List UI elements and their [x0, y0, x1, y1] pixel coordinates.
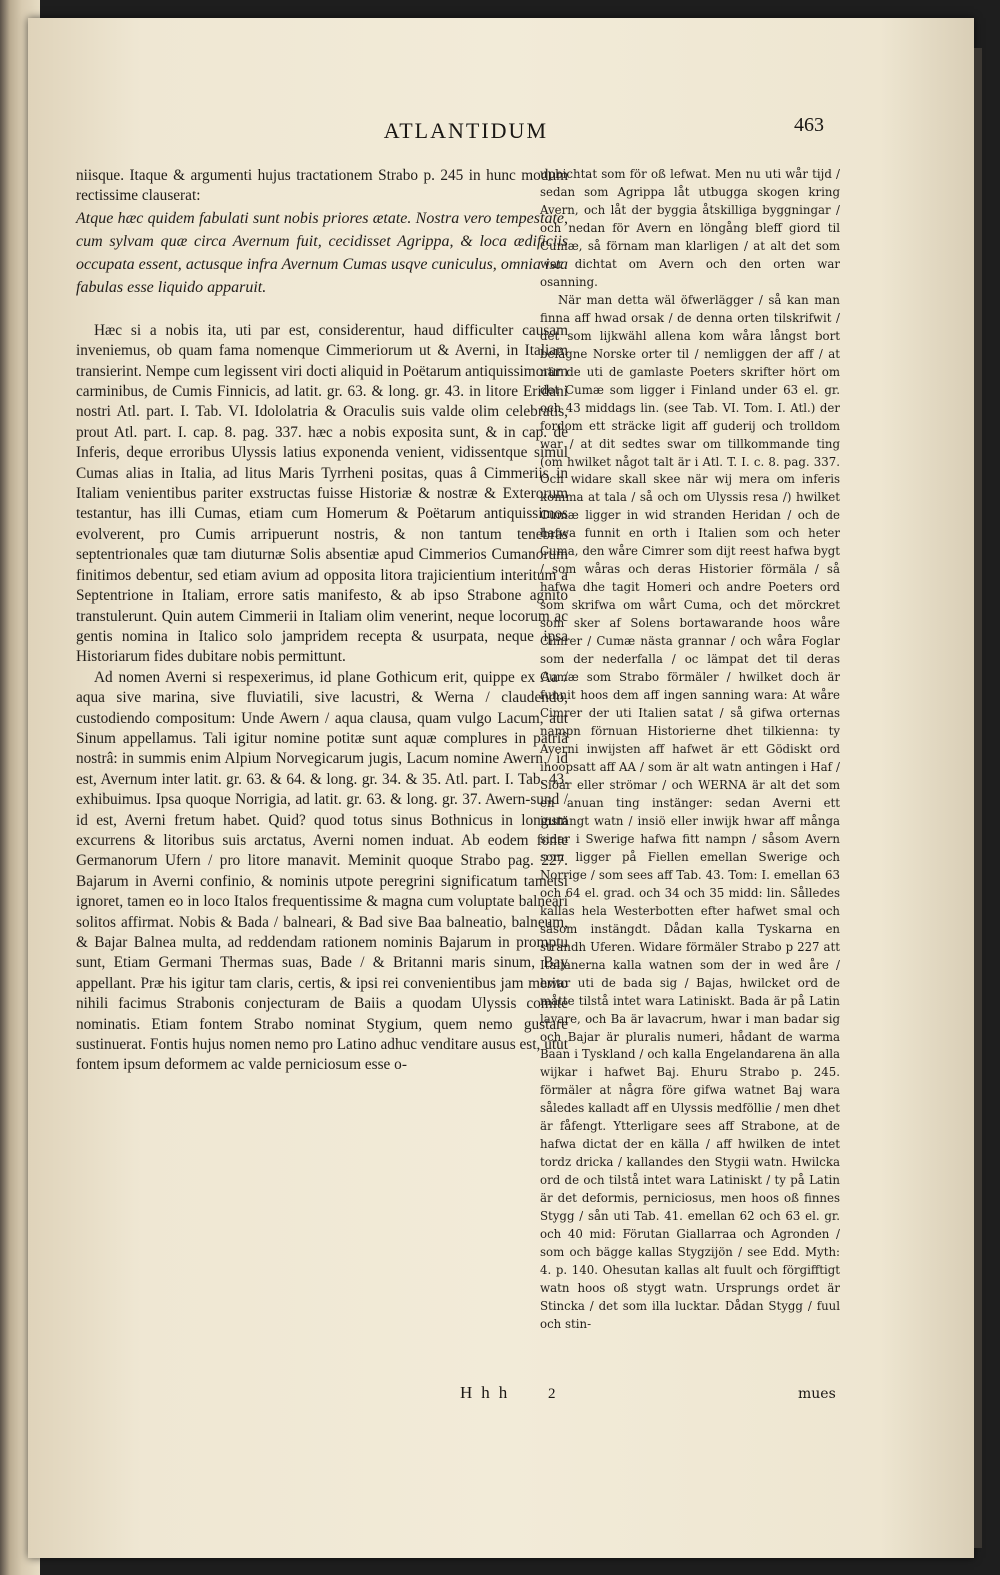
swedish-paragraph-1: När man detta wäl öfwerlägger / så kan man finna aff hwad orsak / de denna orten tilskrifwit / det som lijkwähl allena kom wåra långst bort belägne Norske orter til / nemliggen der aff / at när de uti de gamlaste Poeters skrifter hört om det Cumæ som ligger i Finland under 63 el. gr. och 43 middags lin. (see Tab. VI. Tom. I. Atl.) der fordom ett sträcke ligit aff guderij och trolldom war / at dit sedtes swar om tillkommande ting (om hwilket något talt är i Atl. T. I. c. 8. pag. 337. Och widare skall skee när wij mera om inferis komma at tala / så och om Ulyssis resa /) hwilket Cumæ ligger in wid stranden Heridan / och de hafwa funnit en orth i Italien som och heter Cuma, den wåre Cimrer som dijt reest hafwa bygt / som wåras och deras Historier förmäla / så hafwa dhe tagit Homeri och andre Poeters ord som skrifwa om wårt Cuma, och det mörckret som sker af Solens bortawarande hoos wåre Cimrer / Cumæ nästa grannar / och wåra Foglar som der nederfalla / oc lämpat det til deras Cumæ som Strabo förmäler / hwilket doch är funnit hoos dem aff ingen sanning wara: At wåre Cimrer der uti Italien satat / så gifwa orternas nampn förnuan Historierne dhet tilkienna: ty Averni inwijsten aff hafwet är ett Gödiskt ord ihoopsatt aff AA / som är alt watn antingen i Haf / Siöar eller strömar / och WERNA är alt det som en anuan ting instänger: sedan Averni ett instängt watn / insiö eller inwijk hwar aff många sidar i Swerige hafwa fitt nampn / såsom Avern som ligger på Fiellen emellan Swerige och Norrige / som sees aff Tab. 43. Tom: I. emellan 63 och 64 el. grad. och 34 och 35 midd: lin. Sålledes kallas hela Westerbotten efter hafwet smal och såsom instängdt. Dådan kalla Tyskarna en strandh Uferen. Widare förmäler Strabo p 227 att Italianerna kalla watnen som der in wed åre / hwar uti de bada sig / Bajas, hwilcket ord de måtte tilstå intet wara Latiniskt. Bada är på Latin lavare, och Ba är lavacrum, hwar i man badar sig och Bajar är pluralis numeri, hådant de warma Baan i Tyskland / och kalla Engelandarena än alla wijkar i hafwet Baj. Ehuru Strabo p. 245. förmäler at några före gifwa watnet Baj wara således kalladt aff en Ulyssis medföllie / men dhet är fåfengt. Ytterligare sees aff Strabone, at de hafwa dictat der en källa / aff hwilken de intet tordz dricka / kallandes den Stygii watn. Hwilcka ord de och tilstå intet wara Latiniskt / ty på Latin är det deformis, perniciosus, men hoos oß finnes Stygg / sån uti Tab. 41. emellan 62 och 63 el. gr. och 40 mid: Förutan Giallarraa och Agronden / som och bägge kallas Stygzijön / see Edd. Myth: 4. p. 140. Ohesutan kallas alt fuult och förgifftigt watn hoos oß stygt watn. Ursprungs ordet är Stincka / det som illa lucktar. Dådan Stygg / fuul och stin- — [540, 292, 840, 1331]
catchword: mues — [798, 1386, 836, 1402]
signature-number: 2 — [548, 1386, 556, 1402]
running-header-title: ATLANTIDUM — [383, 118, 548, 143]
latin-paragraph-2: Ad nomen Averni si respexerimus, id plane Gothicum erit, quippe ex Aa / aqua sive marina, sive fluviatili, sive lacustri, & Werna / claudendo, custodiendo compositum: Unde Awern / aqua clausa, quam vulgo Lacum, aut Sinum appellamus. Tali igitur nomine potitæ sunt aquæ complures in patriâ nostrâ: in summis enim Alpium Norvegicarum jugis, Lacum nomine Awern / id est, Avernum inter latit. gr. 63. & 64. & long. gr. 34. & 35. Atl. part. I. Tab. 43. exhibuimus. Ipsa quoque Norrigia, ad latit. gr. 63. & long. gr. 37. Awern-sund / id est, Averni fretum habet. Quid? quod totus sinus Bothnicus in longum excurrens & litoribus suis arctatus, Averni nomen induat. Ab eodem fonte Germanorum Ufern / pro litore manavit. Meminit quoque Strabo pag. 227. Bajarum in Averni confinio, & nominis utpote peregrini significatum tametsi ignoret, tamen eo in loco Italos frequentissime & magna cum voluptate balneari solitos affirmat. Nobis & Bada / balneari, & Bad sive Baa balneatio, balneum, & Bajar Balnea multa, ad reddendam rationem nominis Bajarum in promptu sunt, Etiam Germani Thermas suas, Bade / & Britanni maris sinum, Bay appellant. Præ his igitur tam claris, certis, & ipsi rei convenientibus jam merito nihili facimus Strabonis conjecturam de Baiis a quodam Ulyssis comite nominatis. Etiam fontem Strabo nominat Stygium, quem nemo gustare sustinuerat. Fontis hujus nomen nemo pro Latino adhuc venditare ausus est, utut fontem ipsum deformem ac valde perniciosum esse o- — [76, 668, 568, 1074]
latin-paragraph-0: niisque. Itaque & argumenti hujus tractationem Strabo p. 245 in hunc modum rectissime clauserat: — [76, 167, 568, 205]
swedish-column — [540, 166, 840, 1334]
latin-column — [76, 166, 568, 1076]
printer-signature: Hhh — [460, 1383, 517, 1402]
strabo-quote: Atque hæc quidem fabulati sunt nobis priores ætate. Nostra vero tempestate, cum sylvam quæ circa Avernum fuit, cecidisset Agrippa, & loca ædificiis occupata essent, actusque infra Avernum Cumas usqve cuniculus, omnia ista fabulas esse liquido apparuit. — [76, 209, 568, 296]
swedish-paragraph-0: upbichtat som för oß lefwat. Men nu uti wår tijd / sedan som Agrippa låt utbugga skogen kring Avern, och låt der byggia åtskilliga byggningar / och nedan för Avern en löngång bleff giord til Cumæ, så förnam man klarligen / at alt det som war dichtat om Avern och den orten war osanning. — [540, 167, 840, 289]
page-edge — [974, 48, 982, 1548]
page-number: 463 — [794, 114, 824, 136]
latin-paragraph-1: Hæc si a nobis ita, uti par est, considerentur, haud difficulter causam inveniemus, ob quam fama nomenque Cimmeriorum ut & Averni, in Italiam transierint. Nempe cum legissent viri docti aliquid in Poëtarum antiquissimorum carminibus, de Cumis Finnicis, ad latit. gr. 63. & long. gr. 43. in litore Eridani nostri Atl. part. I. Tab. VI. Idololatria & Oraculis suis valde olim celebratis, prout Atl. part. I. cap. 8. pag. 337. hæc a nobis exposita sunt, & in cap. de Inferis, deque erroribus Ulyssis latius exponenda venient, vidissentque simul Cumas alias in Italia, ad litus Maris Tyrrheni positas, quas â Cimmeriis in Italiam venientibus pariter exstructas fuisse Historiæ & nostræ & Exterorum testantur, has illi Cumas, etiam cum Homerum & Poëtarum antiquissimos evolverent, pro Cumis arripuerunt nostris, & non tantum tenebras septentrionales quæ tam diuturnæ Solis absentiæ apud Cimmerios Cumanorum finitimos debentur, sed etiam avium ad opposita litora trajicientium interitum a Septentrione in Italiam, errore satis manifesto, & ab ipso Strabone agnito transtulerunt. Quin autem Cimmerii in Italiam olim venerint, neque locorum ac gentis nomina in Italico solo jampridem recepta & usurpata, neque ipsa Historiarum fides dubitare nobis permittunt. — [76, 321, 568, 666]
book-page — [28, 18, 974, 1558]
